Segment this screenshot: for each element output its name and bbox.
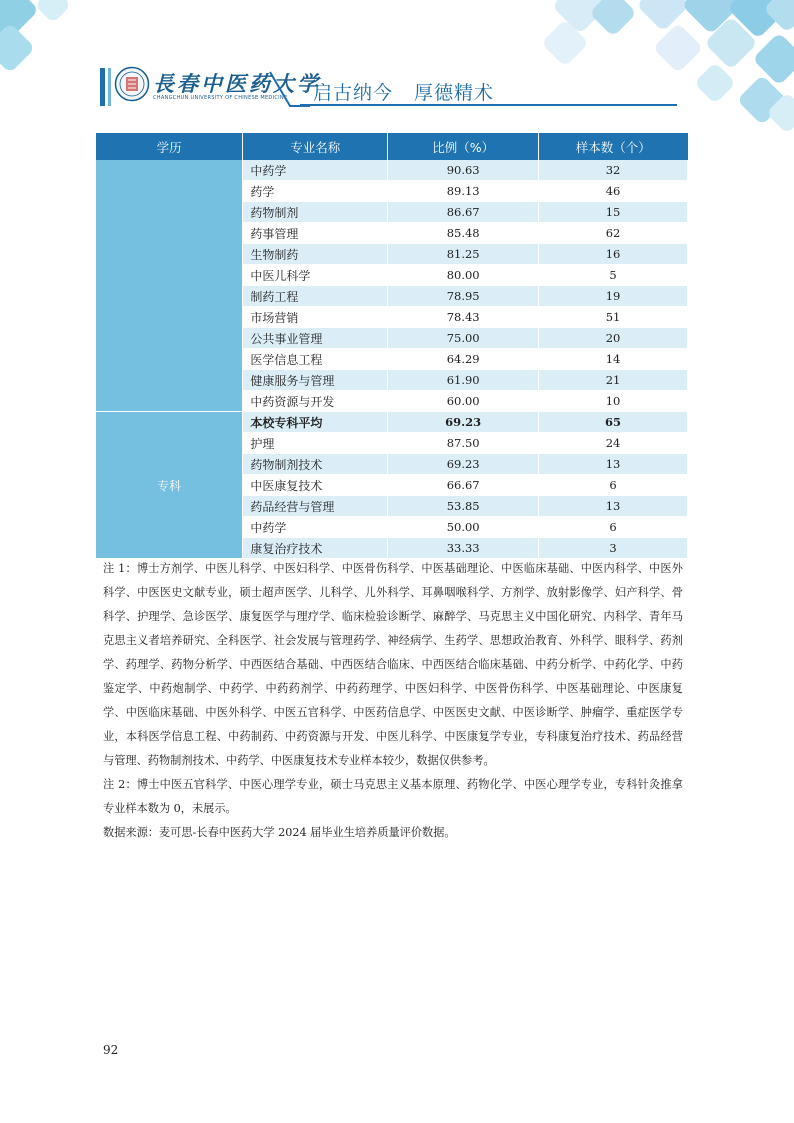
- major-cell: 康复治疗技术: [243, 538, 388, 559]
- count-cell: 10: [539, 391, 688, 412]
- major-cell: 制药工程: [243, 286, 388, 307]
- table-header-row: [96, 133, 688, 160]
- table-row: [96, 160, 688, 181]
- data-source: 数据来源：麦可思-长春中医药大学 2024 届毕业生培养质量评价数据。: [103, 826, 456, 839]
- header-divider-shape: [150, 62, 310, 112]
- count-cell: 13: [539, 496, 688, 517]
- ratio-cell: 87.50: [388, 433, 539, 454]
- count-cell: 62: [539, 223, 688, 244]
- major-cell: 生物制药: [243, 244, 388, 265]
- major-cell: 中药学: [243, 517, 388, 538]
- header-accent-bar: [108, 68, 111, 106]
- count-cell: 13: [539, 454, 688, 475]
- ratio-cell: 89.13: [388, 181, 539, 202]
- major-cell: 中药资源与开发: [243, 391, 388, 412]
- count-cell: 46: [539, 181, 688, 202]
- major-cell: 本校专科平均: [243, 412, 388, 433]
- tile: [35, 0, 72, 23]
- ratio-cell: 78.95: [388, 286, 539, 307]
- column-header-count: 样本数（个）: [539, 133, 688, 160]
- note-1: 注 1：博士方剂学、中医儿科学、中医妇科学、中医骨伤科学、中医基础理论、中医临床基础、中医内科学、中医外科学、中医医史文献专业，硕士超声医学、儿科学、儿外科学、耳鼻咽喉科学、方剂学、放射影像学、妇产科学、骨科学、护理学、急诊医学、康复医学与理疗学、临床检验诊断学、麻醉学、马克思主义中国化研究、内科学、青年马克思主义者培养研究、全科医学、社会发展与管理药学、神经病学、生药学、思想政治教育、外科学、眼科学、药剂学、药理学、药物分析学、中西医结合基础、中西医结合临床、中西医结合临床基础、中药分析学、中药化学、中药鉴定学、中药炮制学、中药学、中药药剂学、中药药理学、中医妇科学、中医骨伤科学、中医基础理论、中医康复学、中医临床基础、中医外科学、中医五官科学、中医药信息学、中医医史文献、中医诊断学、肿瘤学、重症医学专业，本科医学信息工程、中药制药、中药资源与开发、中医儿科学、中医康复学专业，专科康复治疗技术、药品经营与管理、药物制剂技术、中药学、中医康复技术专业样本较少，数据仅供参考。: [103, 562, 683, 767]
- count-cell: 6: [539, 475, 688, 496]
- education-level-cell: 专科: [96, 412, 243, 559]
- major-cell: 药物制剂技术: [243, 454, 388, 475]
- column-header-education: 学历: [96, 133, 243, 160]
- count-cell: 19: [539, 286, 688, 307]
- major-cell: 中药学: [243, 160, 388, 181]
- table-notes: [103, 557, 683, 845]
- ratio-cell: 80.00: [388, 265, 539, 286]
- header-slogan: 启古纳今 厚德精术: [313, 82, 495, 104]
- column-header-major: 专业名称: [243, 133, 388, 160]
- major-cell: 药品经营与管理: [243, 496, 388, 517]
- ratio-cell: 53.85: [388, 496, 539, 517]
- count-cell: 15: [539, 202, 688, 223]
- count-cell: 20: [539, 328, 688, 349]
- major-cell: 中医康复技术: [243, 475, 388, 496]
- major-cell: 医学信息工程: [243, 349, 388, 370]
- major-cell: 健康服务与管理: [243, 370, 388, 391]
- major-cell: 公共事业管理: [243, 328, 388, 349]
- column-header-ratio: 比例（%）: [388, 133, 539, 160]
- university-seal-icon: [114, 66, 150, 102]
- count-cell: 16: [539, 244, 688, 265]
- tile: [589, 0, 637, 37]
- page-header: [0, 62, 794, 112]
- ratio-cell: 86.67: [388, 202, 539, 223]
- major-cell: 药学: [243, 181, 388, 202]
- count-cell: 65: [539, 412, 688, 433]
- count-cell: 6: [539, 517, 688, 538]
- major-cell: 药事管理: [243, 223, 388, 244]
- ratio-cell: 90.63: [388, 160, 539, 181]
- ratio-cell: 64.29: [388, 349, 539, 370]
- table-row: [96, 412, 688, 433]
- ratio-cell: 81.25: [388, 244, 539, 265]
- major-cell: 药物制剂: [243, 202, 388, 223]
- university-name: 長春中医药大学: [153, 71, 321, 96]
- ratio-cell: 69.23: [388, 412, 539, 433]
- count-cell: 21: [539, 370, 688, 391]
- major-cell: 市场营销: [243, 307, 388, 328]
- count-cell: 3: [539, 538, 688, 559]
- education-level-cell: [96, 160, 243, 412]
- ratio-cell: 78.43: [388, 307, 539, 328]
- count-cell: 14: [539, 349, 688, 370]
- ratio-cell: 69.23: [388, 454, 539, 475]
- ratio-cell: 50.00: [388, 517, 539, 538]
- ratio-cell: 75.00: [388, 328, 539, 349]
- major-cell: 护理: [243, 433, 388, 454]
- university-name-en: CHANGCHUN UNIVERSITY OF CHINESE MEDICINE: [153, 95, 288, 101]
- count-cell: 5: [539, 265, 688, 286]
- note-2: 注 2：博士中医五官科学、中医心理学专业，硕士马克思主义基本原理、药物化学、中医心理学专业，专科针灸推拿专业样本数为 0，未展示。: [103, 778, 683, 815]
- count-cell: 24: [539, 433, 688, 454]
- ratio-cell: 61.90: [388, 370, 539, 391]
- count-cell: 51: [539, 307, 688, 328]
- page-number: 92: [103, 1043, 119, 1057]
- ratio-cell: 60.00: [388, 391, 539, 412]
- header-underline: [300, 104, 677, 106]
- header-accent-bar: [100, 68, 105, 106]
- major-ratio-table: [96, 133, 688, 559]
- ratio-cell: 33.33: [388, 538, 539, 559]
- count-cell: 32: [539, 160, 688, 181]
- ratio-cell: 85.48: [388, 223, 539, 244]
- major-cell: 中医儿科学: [243, 265, 388, 286]
- ratio-cell: 66.67: [388, 475, 539, 496]
